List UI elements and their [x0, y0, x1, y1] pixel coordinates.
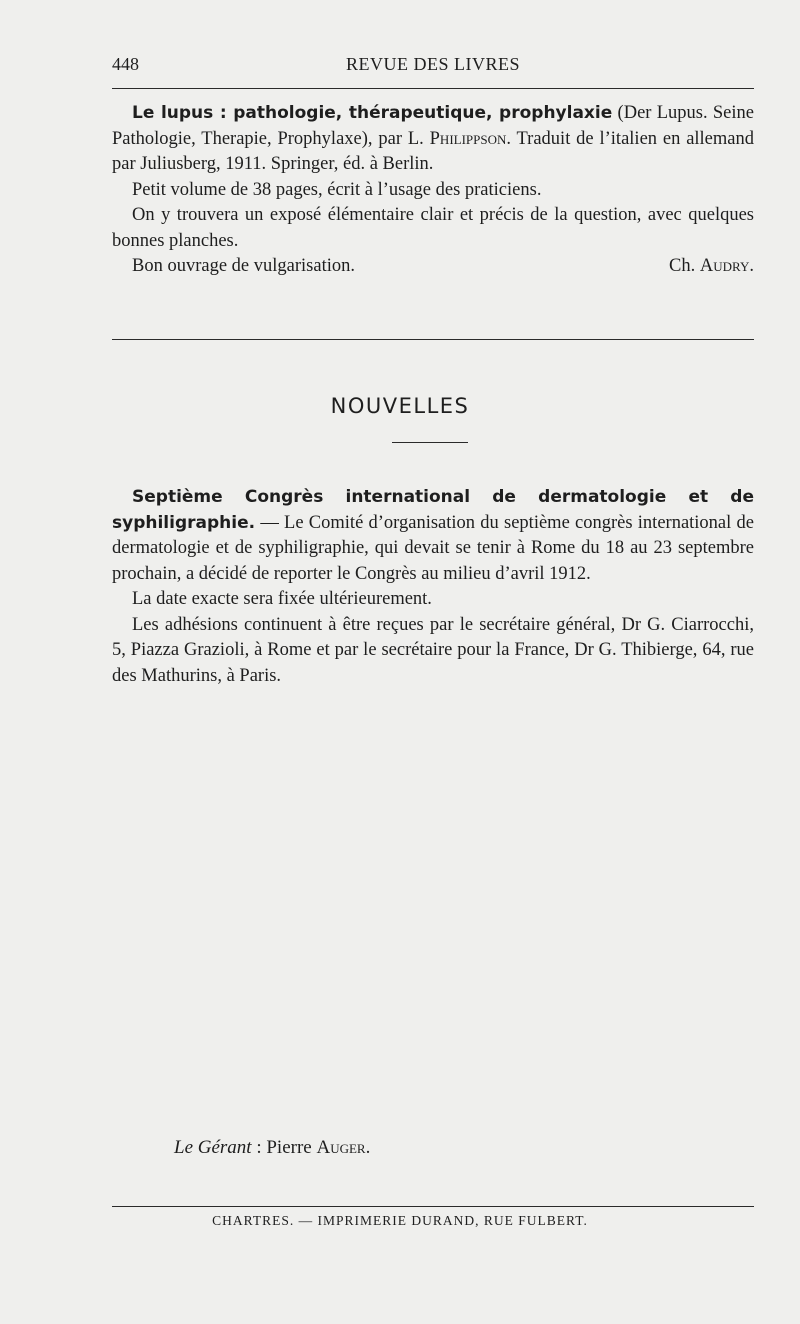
gerant-label: Le Gérant	[174, 1137, 252, 1158]
review-paragraph: Bon ouvrage de vulgarisation.	[132, 256, 355, 276]
review-paragraph: On y trouvera un exposé élémentaire clair et précis de la question, avec quelques bonnes planches.	[112, 205, 754, 251]
news-paragraph: Septième Congrès international de dermatologie et de syphiligraphie. — Le Comité d’organisation du septième congrès international de dermatologie et de syphiligraphie, qui devait se tenir à Rome du 18 au 23 septembre prochain, a décidé de reporter le Congrès au milieu d’avril 1912.	[112, 487, 754, 584]
footer-rule	[112, 1206, 754, 1207]
running-title: REVUE DES LIVRES	[346, 54, 520, 74]
header-rule	[112, 88, 754, 89]
review-publication-details: . Traduit de l’italien en allemand par Juliusberg, 1911. Springer, éd. à Berlin.	[112, 128, 754, 174]
section-title: NOUVELLES	[330, 394, 470, 418]
news-paragraph: La date exacte sera fixée ultérieurement.	[132, 589, 432, 609]
running-header	[112, 54, 754, 76]
news-item	[112, 485, 754, 689]
section-separator-rule	[112, 339, 754, 340]
news-paragraph: Les adhésions continuent à être reçues par le secrétaire général, Dr G. Ciarrocchi, 5, Piazza Grazioli, à Rome et par le secrétaire pour la France, Dr G. Thibierge, 64, rue des Mathurins, à Paris.	[112, 614, 754, 686]
review-closing-line	[112, 254, 754, 280]
section-title-underline	[392, 442, 468, 443]
review-signature: Ch. Audry.	[669, 256, 754, 276]
book-review	[112, 101, 754, 280]
review-heading-paragraph	[112, 101, 754, 178]
review-title: Le lupus : pathologie, thérapeutique, prophylaxie	[132, 103, 613, 123]
news-title: Septième Congrès international de dermatologie et de syphiligraphie.	[112, 487, 754, 533]
gerant-name: Auger	[316, 1137, 366, 1158]
gerant-line: Le Gérant : Pierre Auger.	[174, 1137, 371, 1158]
review-paragraph: Petit volume de 38 pages, écrit à l’usage des praticiens.	[132, 179, 542, 200]
review-title-details: (Der Lupus. Seine Pathologie, Therapie, Prophylaxe), par L.	[112, 103, 754, 149]
review-author: Philippson	[429, 128, 507, 149]
page-number: 448	[112, 54, 139, 74]
printer-imprint: CHARTRES. — IMPRIMERIE DURAND, RUE FULBERT.	[212, 1213, 588, 1228]
